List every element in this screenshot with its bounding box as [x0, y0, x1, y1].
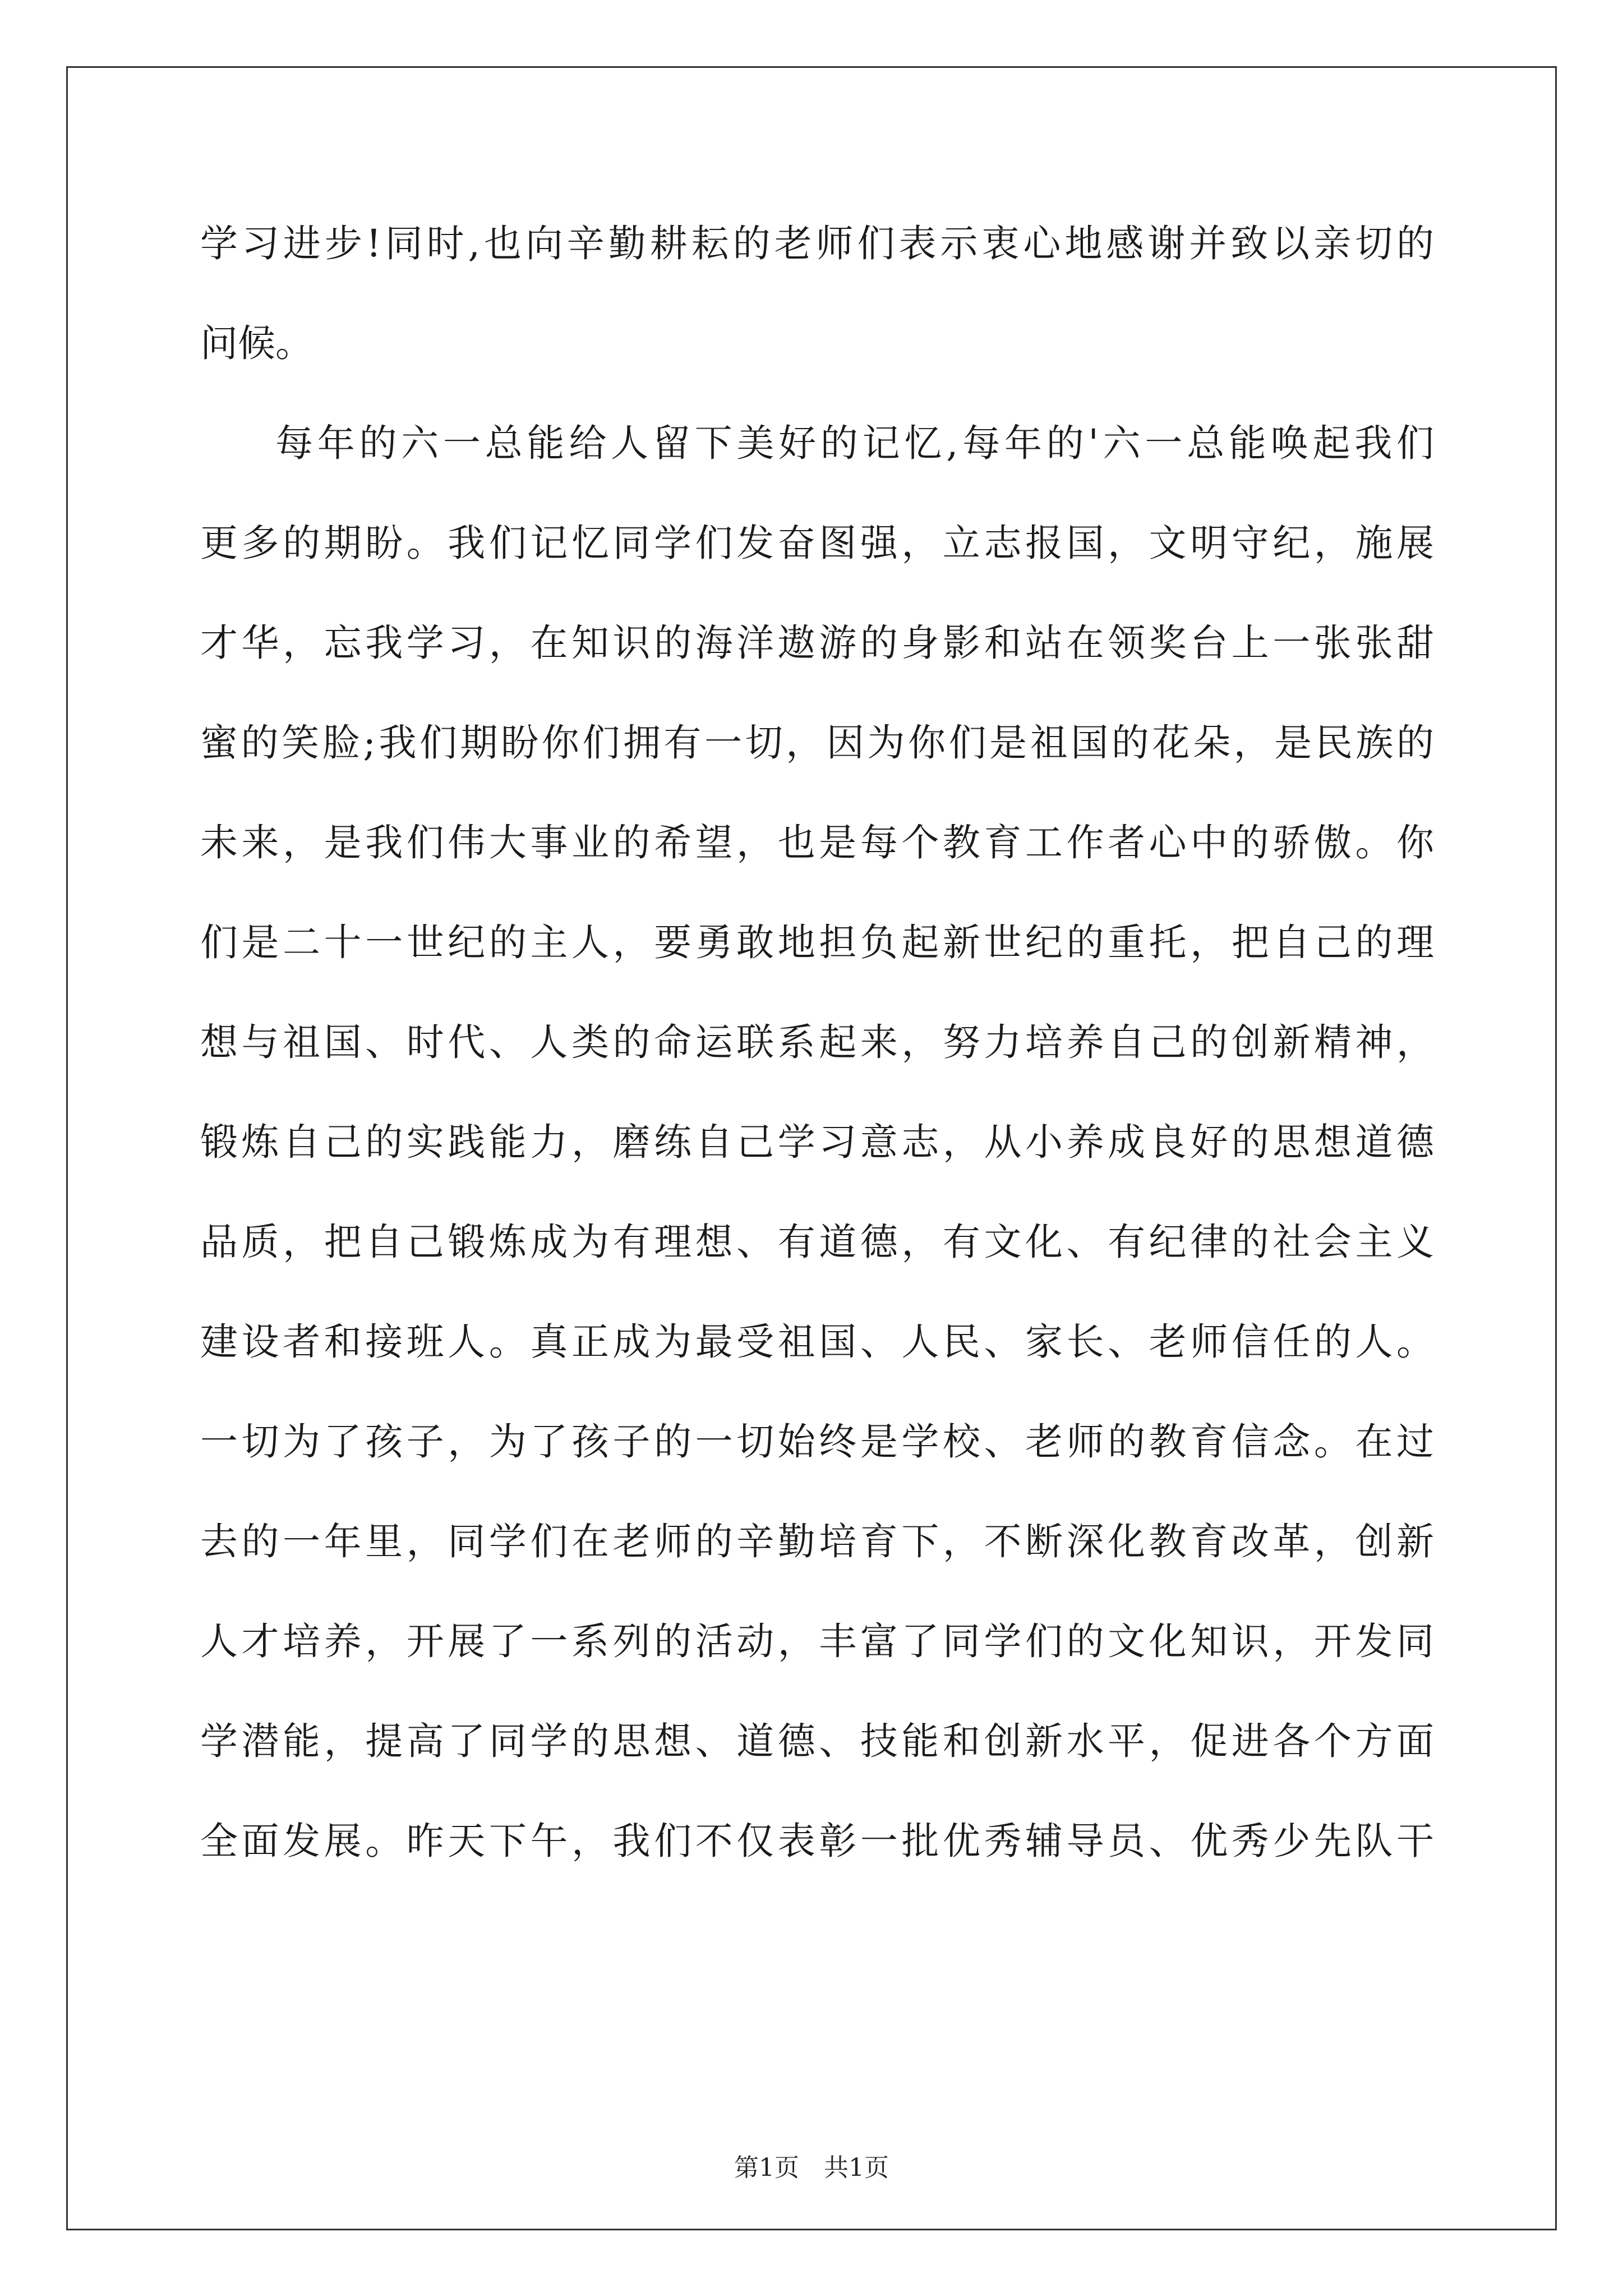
paragraph-first-line: 每年的六一总能给人留下美好的记忆,每年的'六一总能唤起我们	[275, 421, 1434, 465]
document-body	[200, 194, 1434, 1891]
text-line: 学习进步!同时,也向辛勤耕耘的老师们表示衷心地感谢并致以亲切的	[200, 222, 1434, 265]
text-line: 锻炼自己的实践能力，磨练自己学习意志，从小养成良好的思想道德	[200, 1120, 1434, 1164]
text-line: 更多的期盼。我们记忆同学们发奋图强，立志报国，文明守纪，施展	[200, 521, 1434, 565]
text-line: 人才培养，开展了一系列的活动，丰富了同学们的文化知识，开发同	[200, 1619, 1434, 1663]
page-number-footer: 第1页 共1页	[734, 2154, 889, 2182]
text-line: 才华，忘我学习，在知识的海洋遨游的身影和站在领奖台上一张张甜	[200, 621, 1434, 665]
text-line: 去的一年里，同学们在老师的辛勤培育下，不断深化教育改革，创新	[200, 1520, 1434, 1563]
text-line: 想与祖国、时代、人类的命运联系起来，努力培养自己的创新精神，	[200, 1020, 1434, 1064]
text-line: 们是二十一世纪的主人，要勇敢地担负起新世纪的重托，把自己的理	[200, 921, 1434, 964]
text-line: 全面发展。昨天下午，我们不仅表彰一批优秀辅导员、优秀少先队干	[200, 1819, 1434, 1863]
text-line: 品质，把自己锻炼成为有理想、有道德，有文化、有纪律的社会主义	[200, 1220, 1434, 1264]
text-line: 学潜能，提高了同学的思想、道德、技能和创新水平，促进各个方面	[200, 1719, 1434, 1763]
text-line: 未来，是我们伟大事业的希望，也是每个教育工作者心中的骄傲。你	[200, 821, 1434, 864]
text-line: 蜜的笑脸;我们期盼你们拥有一切，因为你们是祖国的花朵，是民族的	[200, 721, 1434, 765]
text-line: 一切为了孩子，为了孩子的一切始终是学校、老师的教育信念。在过	[200, 1420, 1434, 1464]
text-line: 问候。	[200, 321, 313, 365]
text-line: 建设者和接班人。真正成为最受祖国、人民、家长、老师信任的人。	[200, 1320, 1434, 1364]
